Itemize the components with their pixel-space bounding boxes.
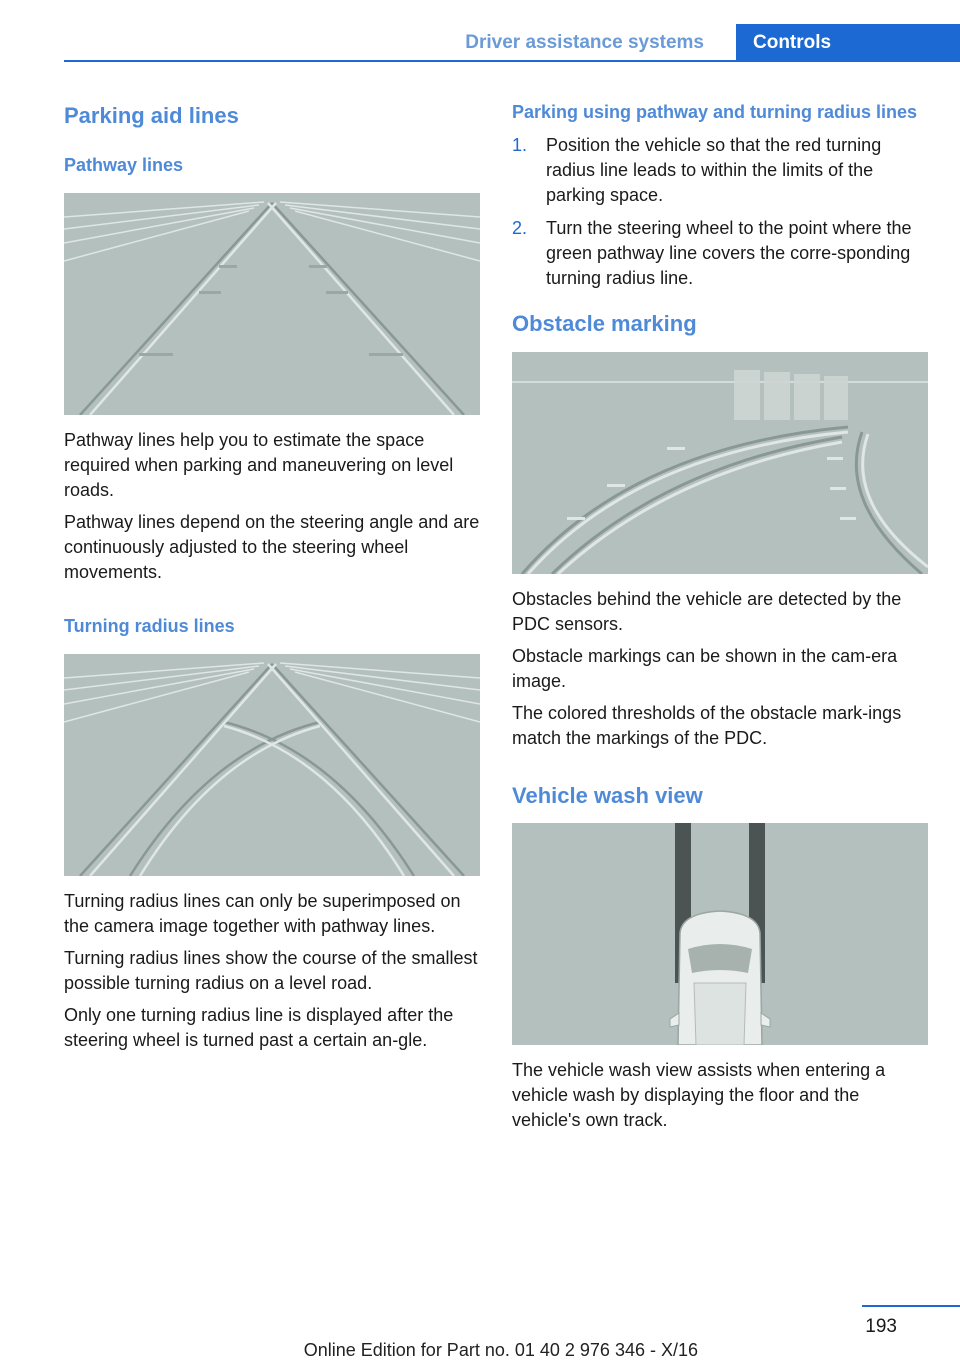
turning-radius-figure — [64, 654, 480, 876]
right-column — [512, 100, 928, 1140]
left-column — [64, 100, 480, 1060]
obstacle-paragraph-2: Obstacle markings can be shown in the cam‐era image. — [512, 646, 898, 691]
obstacle-paragraph-1: Obstacles behind the vehicle are detected by the PDC sensors. — [512, 589, 902, 634]
footer-rule — [862, 1305, 960, 1307]
step-text: Position the vehicle so that the red turning radius line leads to within the limits of the parking space. — [546, 135, 882, 205]
step-item — [512, 216, 928, 291]
parking-heading: Parking using pathway and turning radius lines — [512, 102, 918, 122]
turning-paragraph-2: Turning radius lines show the course of the smallest possible turning radius on a level road. — [64, 948, 478, 993]
parking-steps — [512, 133, 928, 291]
obstacle-heading: Obstacle marking — [512, 311, 697, 336]
pathway-paragraph-1: Pathway lines help you to estimate the space required when parking and maneuvering on level roads. — [64, 430, 454, 500]
pathway-paragraph-2: Pathway lines depend on the steering angle and are continuously adjusted to the steering wheel movements. — [64, 512, 480, 582]
chapter-tab: Controls — [736, 24, 960, 62]
turning-heading: Turning radius lines — [64, 616, 235, 636]
pathway-heading: Pathway lines — [64, 155, 184, 175]
step-item — [512, 133, 928, 208]
step-number: 2. — [512, 218, 528, 238]
obstacle-paragraph-3: The colored thresholds of the obstacle mark‐ings match the markings of the PDC. — [512, 703, 902, 748]
step-number: 1. — [512, 135, 528, 155]
section-heading: Parking aid lines — [64, 103, 239, 128]
pathway-lines-figure — [64, 193, 480, 415]
wash-paragraph-1: The vehicle wash view assists when entering a vehicle wash by displaying the floor and the vehicle's own track. — [512, 1060, 886, 1130]
turning-paragraph-1: Turning radius lines can only be superimposed on the camera image together with pathway lines. — [64, 891, 461, 936]
header-rule — [64, 60, 960, 62]
section-title: Driver assistance systems — [465, 32, 704, 53]
obstacle-marking-figure — [512, 352, 928, 574]
edition-note: Online Edition for Part no. 01 40 2 976 346 - X/16 — [303, 1340, 698, 1360]
page-number: 193 — [865, 1316, 897, 1337]
vehicle-wash-figure — [512, 823, 928, 1045]
turning-paragraph-3: Only one turning radius line is displayed after the steering wheel is turned past a certain an‐gle. — [64, 1005, 454, 1050]
step-text: Turn the steering wheel to the point where the green pathway line covers the corre‐sponding turning radius line. — [546, 218, 912, 288]
wash-heading: Vehicle wash view — [512, 783, 703, 808]
